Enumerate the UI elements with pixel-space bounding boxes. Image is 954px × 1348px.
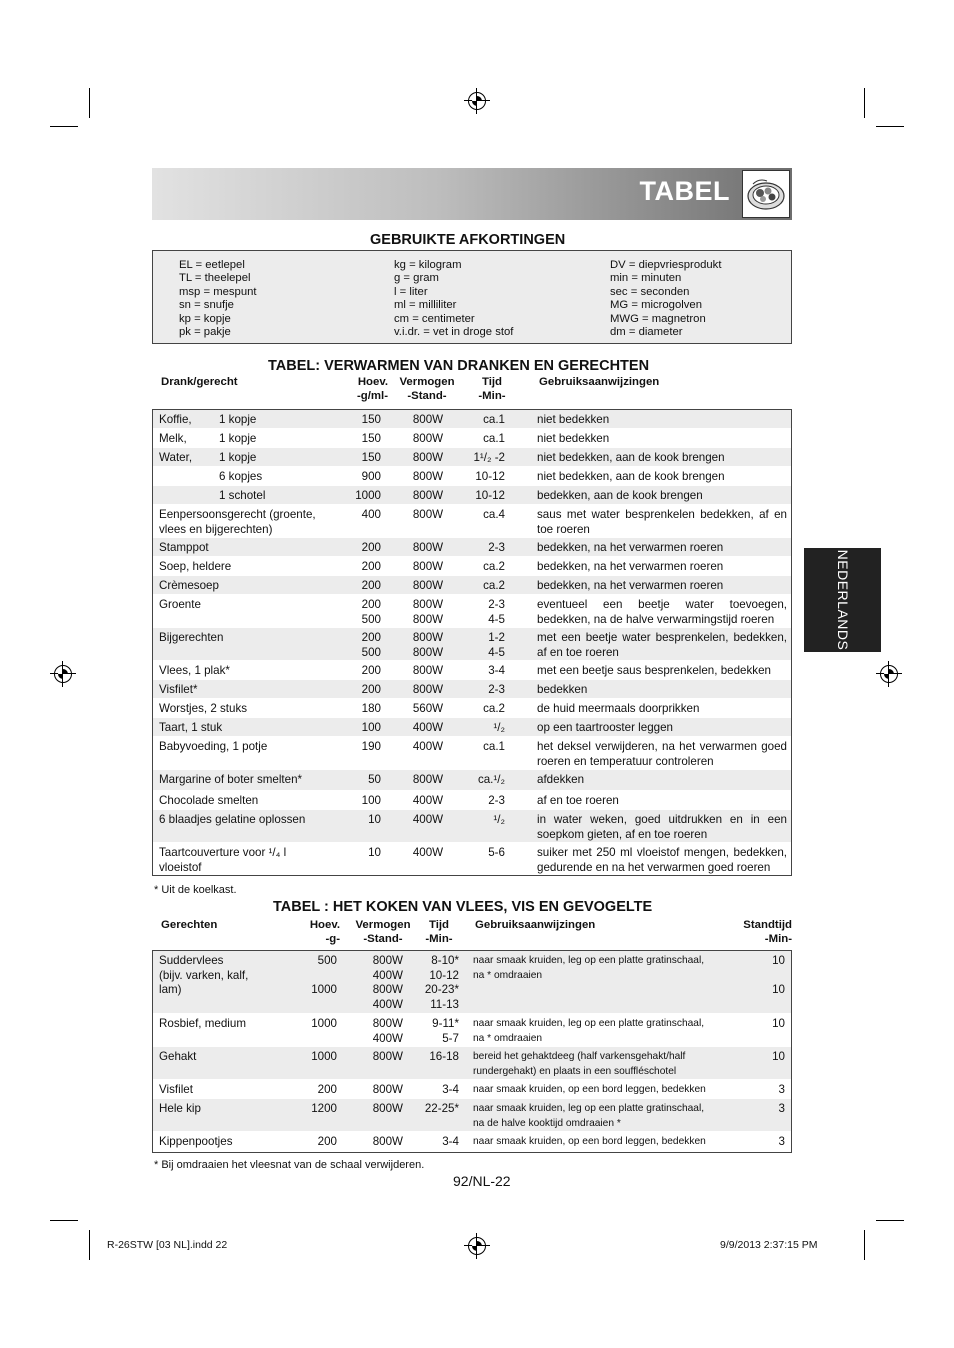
instructions-cell: saus met water besprenkelen bedekken, af en toe roeren <box>537 508 787 536</box>
instructions-cell: bedekken, na het verwarmen roeren <box>537 541 724 554</box>
language-tab-label: NEDERLANDS <box>834 549 851 651</box>
abbreviations-column-2 <box>394 259 513 339</box>
table1-header-instructions: Gebruiksaanwijzingen <box>539 376 660 388</box>
portion-cell: 1 kopje <box>219 432 257 445</box>
instructions-cell: met een beetje water besprenkelen, bedekken, af en toe roeren <box>537 631 787 659</box>
dish-cell: Margarine of boter smelten* <box>159 773 303 786</box>
quantity-cell: 150 <box>361 432 381 445</box>
crop-mark <box>876 126 904 127</box>
instructions-cell: de huid meermaals doorprikken <box>537 702 700 715</box>
abbreviations-box <box>152 250 792 344</box>
abbreviation: TL = theelepel <box>179 272 251 285</box>
instructions-cell: niet bedekken <box>537 432 610 445</box>
table2-header-instructions: Gebruiksaanwijzingen <box>475 919 596 931</box>
power-cell: 800W 400W 800W 400W <box>372 954 403 1011</box>
page-number: 92/NL-22 <box>453 1173 511 1189</box>
table2-header-qty <box>290 918 340 946</box>
standing-time-cell: 10 <box>772 1017 785 1030</box>
table-row <box>153 842 791 875</box>
instructions-cell: bereid het gehaktdeeg (half varkensgehakt/half rundergehakt) en plaats in een souffléschotel <box>473 1051 686 1077</box>
quantity-cell: 50 <box>368 773 381 786</box>
power-cell: 800W <box>412 432 444 445</box>
food-plate-icon <box>742 170 790 218</box>
table1 <box>152 409 792 876</box>
power-cell: 800W <box>412 683 444 696</box>
instructions-cell: niet bedekken <box>537 413 610 426</box>
abbreviation: MWG = magnetron <box>610 312 706 325</box>
table-row <box>153 660 791 679</box>
dish-cell: Vlees, 1 plak* <box>159 664 230 677</box>
header-label: Tijd <box>481 376 503 388</box>
power-cell: 800W <box>372 1050 403 1063</box>
quantity-cell: 200 <box>361 664 381 677</box>
table-row <box>153 594 791 627</box>
dish-cell: Crèmesoep <box>159 579 219 592</box>
table1-header-power <box>392 375 462 403</box>
table-row <box>153 1098 791 1131</box>
abbreviations-column-1 <box>179 259 257 339</box>
crop-mark <box>89 88 90 118</box>
abbreviation: msp = mespunt <box>179 285 257 298</box>
header-label: Hoev. <box>357 376 388 388</box>
header-unit: -Stand- <box>407 390 447 402</box>
time-cell: 10-12 <box>475 489 505 502</box>
quantity-cell: 1000 <box>311 1050 337 1063</box>
power-cell: 800W <box>412 413 444 426</box>
dish-cell: Eenpersoonsgerecht (groente, vlees en bijgerechten) <box>159 508 316 536</box>
dish-cell: Suddervlees (bijv. varken, kalf, lam) <box>159 954 249 997</box>
standing-time-cell: 10 10 <box>772 954 785 997</box>
instructions-cell: bedekken, na het verwarmen roeren <box>537 560 724 573</box>
instructions-cell: naar smaak kruiden, leg op een platte gratinschaal, na de halve kooktijd omdraaien * <box>473 1103 705 1129</box>
time-cell: ca.1 <box>483 413 505 426</box>
table2-header-dish: Gerechten <box>161 919 218 931</box>
time-cell: 3-4 <box>442 1135 459 1148</box>
abbreviation: ml = milliliter <box>394 299 457 312</box>
dish-cell: Stamppot <box>159 541 209 554</box>
time-cell: 8-10* 10-12 20-23* 11-13 <box>424 954 459 1011</box>
dish-cell: Babyvoeding, 1 potje <box>159 740 268 753</box>
table-row <box>153 717 791 736</box>
table1-footnote: * Uit de koelkast. <box>154 884 237 896</box>
table-row <box>153 575 791 594</box>
quantity-cell: 400 <box>361 508 381 521</box>
time-cell: 1¹/₂ -2 <box>473 451 505 464</box>
time-cell: 2-3 4-5 <box>488 598 505 626</box>
power-cell: 800W 400W <box>372 1017 403 1045</box>
dish-cell: Worstjes, 2 stuks <box>159 702 248 715</box>
header-label: Vermogen <box>355 919 411 931</box>
table-row <box>153 1013 791 1046</box>
table-row <box>153 736 791 769</box>
power-cell: 400W <box>412 721 444 734</box>
quantity-cell: 100 <box>361 794 381 807</box>
time-cell: ca.2 <box>483 560 505 573</box>
quantity-cell: 100 <box>361 721 381 734</box>
standing-time-cell: 3 <box>778 1102 785 1115</box>
dish-cell: Visfilet* <box>159 683 198 696</box>
header-unit: -Stand- <box>363 933 403 945</box>
portion-cell: 1 schotel <box>219 489 266 502</box>
abbreviation: min = minuten <box>610 272 682 285</box>
quantity-cell: 180 <box>361 702 381 715</box>
portion-cell: 1 kopje <box>219 413 257 426</box>
header-label: Standtijd <box>743 919 792 931</box>
time-cell: ¹/₂ <box>493 721 505 734</box>
language-tab <box>804 548 881 652</box>
instructions-cell: afdekken <box>537 773 585 786</box>
instructions-cell: niet bedekken, aan de kook brengen <box>537 470 725 483</box>
standing-time-cell: 3 <box>778 1083 785 1096</box>
quantity-cell: 200 500 <box>361 631 381 659</box>
table-row <box>153 809 791 842</box>
quantity-cell: 900 <box>361 470 381 483</box>
power-cell: 800W <box>372 1083 403 1096</box>
table-row <box>153 410 791 428</box>
table1-title: TABEL: VERWARMEN VAN DRANKEN EN GERECHTEN <box>268 358 650 374</box>
table-row <box>153 466 791 485</box>
header-unit: -g- <box>325 933 340 945</box>
quantity-cell: 150 <box>361 413 381 426</box>
header-label: Tijd <box>428 919 450 931</box>
abbreviation: l = liter <box>394 285 428 298</box>
header-label: Hoev. <box>309 919 340 931</box>
time-cell: 1-2 4-5 <box>488 631 505 659</box>
header-unit: -g/ml- <box>356 390 388 402</box>
instructions-cell: suiker met 250 ml vloeistof mengen, bedekken, gedurende en na het verwarmen goed roeren <box>537 846 787 874</box>
quantity-cell: 10 <box>368 846 381 859</box>
abbreviation: DV = diepvriesprodukt <box>610 259 722 271</box>
dish-cell: Taart, 1 stuk <box>159 721 223 734</box>
instructions-cell: naar smaak kruiden, leg op een platte gratinschaal, na * omdraaien <box>473 1018 705 1044</box>
instructions-cell: naar smaak kruiden, op een bord leggen, bedekken <box>473 1136 706 1147</box>
power-cell: 800W <box>412 773 444 786</box>
footer-datetime: 9/9/2013 2:37:15 PM <box>720 1239 818 1251</box>
quantity-cell: 1200 <box>311 1102 337 1115</box>
table-row <box>153 698 791 717</box>
instructions-cell: bedekken, aan de kook brengen <box>537 489 703 502</box>
time-cell: 16-18 <box>429 1050 459 1063</box>
quantity-cell: 200 500 <box>361 598 381 626</box>
instructions-cell: naar smaak kruiden, op een bord leggen, bedekken <box>473 1084 706 1095</box>
quantity-cell: 200 <box>361 541 381 554</box>
dish-cell: Soep, heldere <box>159 560 232 573</box>
table-row <box>153 769 791 790</box>
crop-mark <box>876 1220 904 1221</box>
table2-header-time <box>414 918 464 946</box>
power-cell: 400W <box>412 846 444 859</box>
quantity-cell: 190 <box>361 740 381 753</box>
instructions-cell: het deksel verwijderen, na het verwarmen goed roeren en temperatuur controleren <box>537 740 787 768</box>
quantity-cell: 200 <box>317 1083 337 1096</box>
instructions-cell: in water weken, goed uitdrukken en in een soepkom gieten, af en toe roeren <box>537 813 787 841</box>
abbreviation: MG = microgolven <box>610 299 702 312</box>
registration-mark-icon <box>468 92 486 110</box>
power-cell: 800W <box>412 470 444 483</box>
table-row <box>153 1131 791 1152</box>
power-cell: 400W <box>412 794 444 807</box>
time-cell: ¹/₂ <box>493 813 505 826</box>
table-row <box>153 537 791 556</box>
registration-mark-icon <box>54 665 72 683</box>
power-cell: 560W <box>412 702 444 715</box>
quantity-cell: 150 <box>361 451 381 464</box>
abbreviations-column-3 <box>610 259 721 339</box>
registration-mark-icon <box>468 1237 486 1255</box>
instructions-cell: met een beetje saus besprenkelen, bedekken <box>537 664 771 677</box>
time-cell: 22-25* <box>424 1102 459 1115</box>
portion-cell: 6 kopjes <box>219 470 263 483</box>
time-cell: 3-4 <box>488 664 505 677</box>
table2-header-stand <box>700 918 792 946</box>
power-cell: 800W <box>412 560 444 573</box>
instructions-cell: bedekken, na het verwarmen roeren <box>537 579 724 592</box>
time-cell: 2-3 <box>488 541 505 554</box>
power-cell: 800W <box>412 664 444 677</box>
quantity-cell: 200 <box>317 1135 337 1148</box>
table1-header-qty <box>330 375 388 403</box>
dish-cell: Taartcouverture voor ¹/₄ l vloeistof <box>159 846 287 874</box>
table1-header-dish: Drank/gerecht <box>161 376 238 388</box>
power-cell: 800W 800W <box>412 598 444 626</box>
quantity-cell: 1000 <box>311 1017 337 1030</box>
dish-cell: Bijgerechten <box>159 631 224 644</box>
abbreviation: EL = eetlepel <box>179 259 245 271</box>
instructions-cell: op een taartrooster leggen <box>537 721 674 734</box>
table-row <box>153 790 791 809</box>
power-cell: 800W 800W <box>412 631 444 659</box>
instructions-cell: af en toe roeren <box>537 794 619 807</box>
title-banner <box>152 168 792 220</box>
time-cell: ca.2 <box>483 702 505 715</box>
table-row <box>153 485 791 504</box>
dish-cell: Melk, <box>159 432 187 445</box>
power-cell: 800W <box>412 579 444 592</box>
quantity-cell: 200 <box>361 579 381 592</box>
abbreviation: kp = kopje <box>179 312 231 325</box>
table-row <box>153 447 791 466</box>
header-unit: -Min- <box>478 390 506 402</box>
power-cell: 800W <box>372 1135 403 1148</box>
table2 <box>152 950 792 1153</box>
table-row <box>153 1079 791 1098</box>
dish-cell: Rosbief, medium <box>159 1017 246 1030</box>
footer-file: R-26STW [03 NL].indd 22 <box>107 1239 228 1251</box>
power-cell: 400W <box>412 813 444 826</box>
abbreviation: sec = seconden <box>610 285 690 298</box>
power-cell: 800W <box>412 489 444 502</box>
dish-cell: Hele kip <box>159 1102 201 1115</box>
standing-time-cell: 3 <box>778 1135 785 1148</box>
quantity-cell: 1000 <box>355 489 381 502</box>
table-row <box>153 504 791 537</box>
time-cell: ca.2 <box>483 579 505 592</box>
crop-mark <box>50 1220 78 1221</box>
time-cell: 9-11* 5-7 <box>432 1017 459 1045</box>
table-row <box>153 679 791 698</box>
abbreviation: sn = snufje <box>179 299 234 312</box>
time-cell: 3-4 <box>442 1083 459 1096</box>
page-title: TABEL <box>639 176 730 206</box>
power-cell: 400W <box>412 740 444 753</box>
abbreviations-title: GEBRUIKTE AFKORTINGEN <box>370 232 566 248</box>
table2-footnote: * Bij omdraaien het vleesnat van de schaal verwijderen. <box>154 1159 425 1171</box>
power-cell: 800W <box>412 451 444 464</box>
dish-cell: 6 blaadjes gelatine oplossen <box>159 813 306 826</box>
time-cell: 10-12 <box>475 470 505 483</box>
dish-cell: Groente <box>159 598 201 611</box>
table1-header-time <box>464 375 520 403</box>
quantity-cell: 200 <box>361 560 381 573</box>
crop-mark <box>864 88 865 118</box>
abbreviation: pk = pakje <box>179 326 231 339</box>
abbreviation: v.i.dr. = vet in droge stof <box>394 326 514 339</box>
abbreviation: cm = centimeter <box>394 312 475 325</box>
header-label: Vermogen <box>399 376 455 388</box>
time-cell: ca.1 <box>483 740 505 753</box>
crop-mark <box>864 1230 865 1260</box>
abbreviation: dm = diameter <box>610 326 683 339</box>
table2-header-power <box>348 918 418 946</box>
abbreviation: kg = kilogram <box>394 259 462 271</box>
crop-mark <box>89 1230 90 1260</box>
quantity-cell: 500 1000 <box>311 954 337 997</box>
quantity-cell: 200 <box>361 683 381 696</box>
time-cell: ca.1 <box>483 432 505 445</box>
header-unit: -Min- <box>764 933 792 945</box>
crop-mark <box>50 126 78 127</box>
dish-cell: Kippenpootjes <box>159 1135 233 1148</box>
instructions-cell: eventueel een beetje water toevoegen, bedekken, na de halve verwarmingstijd roeren <box>537 598 787 626</box>
table-row <box>153 556 791 575</box>
time-cell: 2-3 <box>488 794 505 807</box>
dish-cell: Water, <box>159 451 193 464</box>
instructions-cell: naar smaak kruiden, leg op een platte gratinschaal, na * omdraaien <box>473 955 705 981</box>
time-cell: ca.¹/₂ <box>477 773 505 786</box>
table2-title: TABEL : HET KOKEN VAN VLEES, VIS EN GEVOGELTE <box>273 899 653 915</box>
instructions-cell: niet bedekken, aan de kook brengen <box>537 451 725 464</box>
dish-cell: Gehakt <box>159 1050 197 1063</box>
power-cell: 800W <box>372 1102 403 1115</box>
time-cell: 2-3 <box>488 683 505 696</box>
time-cell: 5-6 <box>488 846 505 859</box>
table-row <box>153 428 791 447</box>
portion-cell: 1 kopje <box>219 451 257 464</box>
quantity-cell: 10 <box>368 813 381 826</box>
table-row <box>153 951 791 1013</box>
abbreviation: g = gram <box>394 272 439 285</box>
power-cell: 800W <box>412 508 444 521</box>
dish-cell: Koffie, <box>159 413 192 426</box>
instructions-cell: bedekken <box>537 683 588 696</box>
dish-cell: Visfilet <box>159 1083 193 1096</box>
standing-time-cell: 10 <box>772 1050 785 1063</box>
dish-cell: Chocolade smelten <box>159 794 259 807</box>
header-unit: -Min- <box>425 933 453 945</box>
table-row <box>153 627 791 660</box>
table-row <box>153 1046 791 1079</box>
power-cell: 800W <box>412 541 444 554</box>
time-cell: ca.4 <box>483 508 505 521</box>
registration-mark-icon <box>880 665 898 683</box>
